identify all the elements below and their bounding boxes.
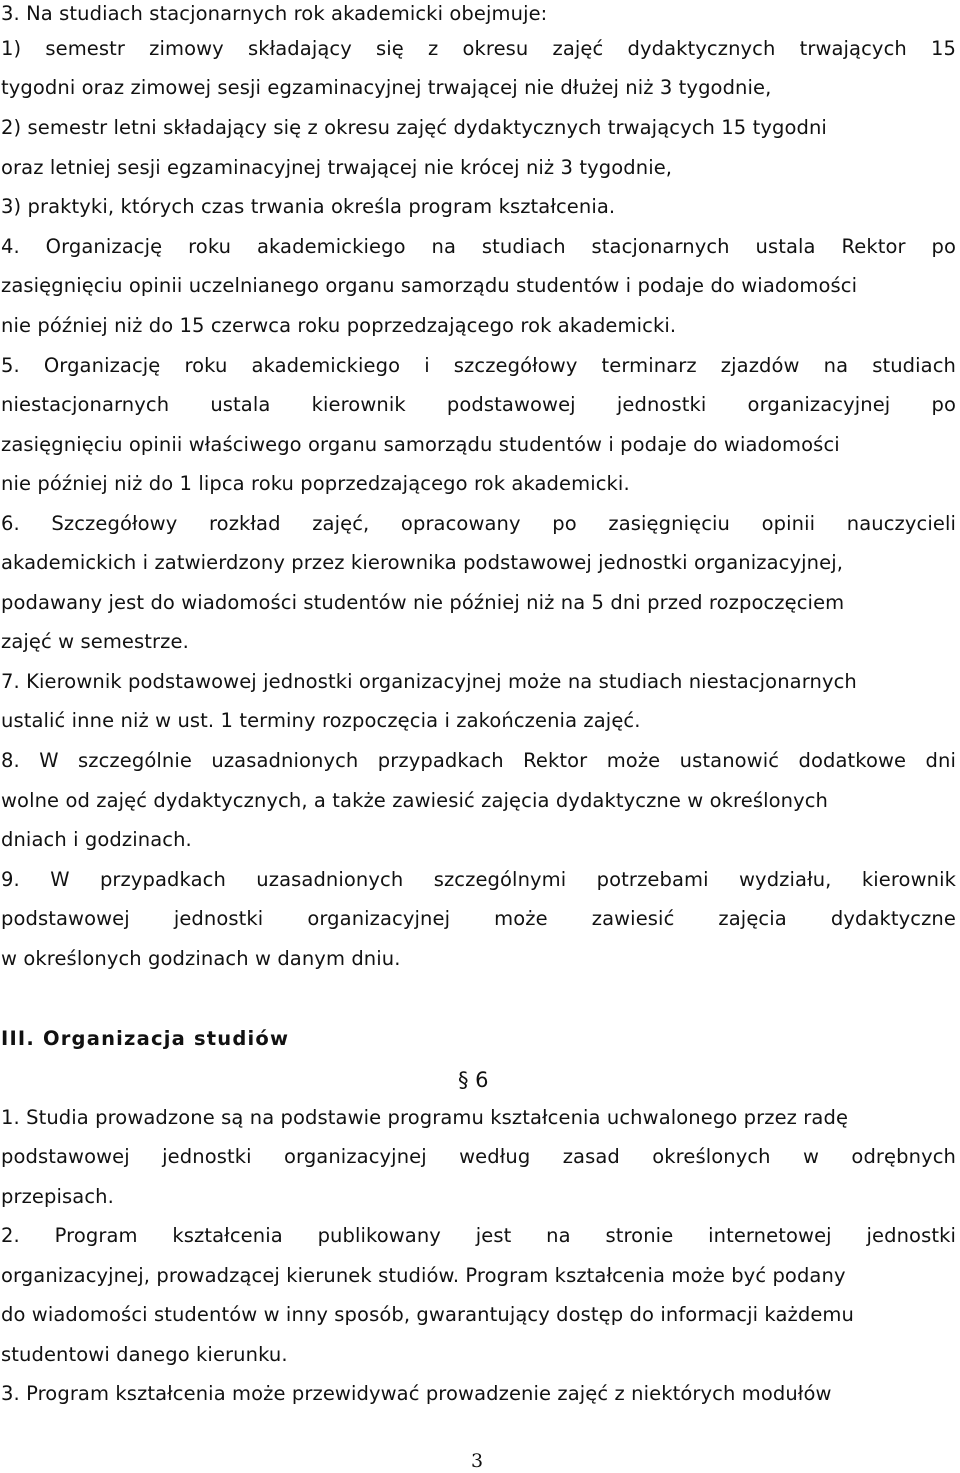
text-line: 1. Studia prowadzone są na podstawie programu kształcenia uchwalonego przez radę <box>1 1106 849 1129</box>
text-line: 6. Szczegółowy rozkład zajęć, opracowany po zasięgnięciu opinii nauczycieli <box>1 512 956 535</box>
text-line: oraz letniej sesji egzaminacyjnej trwającej nie krócej niż 3 tygodnie, <box>1 156 673 179</box>
text-line: wolne od zajęć dydaktycznych, a także zawiesić zajęcia dydaktyczne w określonych <box>1 789 829 812</box>
text-line: niestacjonarnych ustala kierownik podstawowej jednostki organizacyjnej po <box>1 393 956 416</box>
text-line: 8. W szczególnie uzasadnionych przypadkach Rektor może ustanowić dodatkowe dni <box>1 749 956 772</box>
text-line: tygodni oraz zimowej sesji egzaminacyjnej trwającej nie dłużej niż 3 tygodnie, <box>1 76 772 99</box>
text-line: 3) praktyki, których czas trwania określa program kształcenia. <box>1 195 616 218</box>
text-line: 9. W przypadkach uzasadnionych szczególnymi potrzebami wydziału, kierownik <box>1 868 956 891</box>
text-line: do wiadomości studentów w inny sposób, gwarantujący dostęp do informacji każdemu <box>1 1303 854 1326</box>
text-line: podawany jest do wiadomości studentów nie później niż na 5 dni przed rozpoczęciem <box>1 591 845 614</box>
text-line: 1) semestr zimowy składający się z okresu zajęć dydaktycznych trwających 15 <box>1 37 956 60</box>
text-line: akademickich i zatwierdzony przez kierownika podstawowej jednostki organizacyjnej, <box>1 551 844 574</box>
section-heading: III. Organizacja studiów <box>1 1027 290 1050</box>
text-line: nie później niż do 1 lipca roku poprzedzającego rok akademicki. <box>1 472 630 495</box>
text-line: 3. Program kształcenia może przewidywać prowadzenie zajęć z niektórych modułów <box>1 1382 832 1405</box>
paragraph-mark: § 6 <box>458 1068 489 1092</box>
text-line: zasięgnięciu opinii właściwego organu samorządu studentów i podaje do wiadomości <box>1 433 840 456</box>
text-line: podstawowej jednostki organizacyjnej może zawiesić zajęcia dydaktyczne <box>1 907 956 930</box>
text-line: 2. Program kształcenia publikowany jest na stronie internetowej jednostki <box>1 1224 956 1247</box>
text-line: przepisach. <box>1 1185 114 1208</box>
text-line: dniach i godzinach. <box>1 828 192 851</box>
text-line: 5. Organizację roku akademickiego i szczegółowy terminarz zjazdów na studiach <box>1 354 956 377</box>
text-line: nie później niż do 15 czerwca roku poprzedzającego rok akademicki. <box>1 314 677 337</box>
text-line: zajęć w semestrze. <box>1 630 189 653</box>
text-line: 2) semestr letni składający się z okresu zajęć dydaktycznych trwających 15 tygodni <box>1 116 827 139</box>
text-line: studentowi danego kierunku. <box>1 1343 288 1366</box>
text-line: 7. Kierownik podstawowej jednostki organizacyjnej może na studiach niestacjonarnych <box>1 670 857 693</box>
text-line: 4. Organizację roku akademickiego na studiach stacjonarnych ustala Rektor po <box>1 235 956 258</box>
text-line: w określonych godzinach w danym dniu. <box>1 947 401 970</box>
text-line: ustalić inne niż w ust. 1 terminy rozpoczęcia i zakończenia zajęć. <box>1 709 641 732</box>
text-line: organizacyjnej, prowadzącej kierunek studiów. Program kształcenia może być podany <box>1 1264 846 1287</box>
page-number: 3 <box>471 1450 484 1472</box>
text-line: podstawowej jednostki organizacyjnej według zasad określonych w odrębnych <box>1 1145 956 1168</box>
text-line: 3. Na studiach stacjonarnych rok akademicki obejmuje: <box>1 2 548 25</box>
text-line: zasięgnięciu opinii uczelnianego organu samorządu studentów i podaje do wiadomości <box>1 274 858 297</box>
